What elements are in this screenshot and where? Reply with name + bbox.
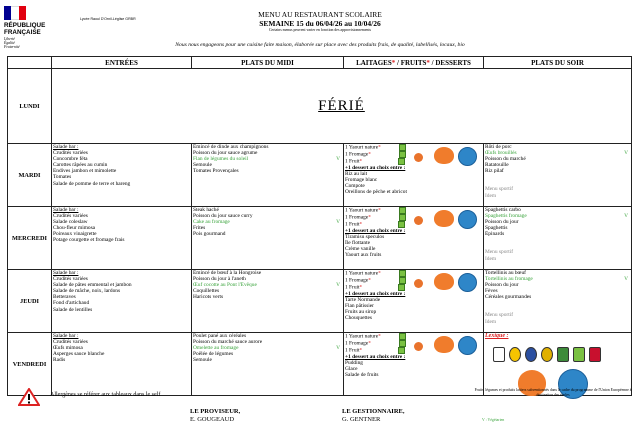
plat-item-vegetarien [193, 156, 342, 162]
day-mardi: MARDI [8, 144, 52, 207]
lait-item-text: 1 Fruit [345, 284, 360, 291]
lait-item-text: 1 Yaourt nature [345, 144, 379, 151]
soir-item: Poisson du jour [485, 219, 519, 226]
col-laitages-label: LAITAGES [356, 58, 392, 67]
sun-label-icon [414, 342, 423, 351]
ferie-label: FÉRIÉ [52, 69, 632, 144]
entree-item: Betteraves [53, 294, 76, 301]
eu-program-note: Fruits, légumes et produits laitiers subventionnés dans le cadre du programme de l'Union Européenne à destination des écoles [474, 388, 632, 397]
sun-label-icon [414, 153, 423, 162]
label-rouge-red-icon [589, 347, 601, 362]
col-laitages [344, 57, 484, 69]
jeudi-laitages [344, 270, 484, 333]
lait-item-text: 1 Fruit [345, 347, 360, 354]
soir-item: Spaghettis carbo [485, 207, 521, 213]
plat-item: Poisson du marché sauce aurore [193, 339, 263, 346]
mardi-soir [484, 144, 632, 207]
gestionnaire-signature [342, 408, 405, 424]
mercredi-entrees [52, 207, 192, 270]
menu-sportif-label: Menu sportif [485, 312, 513, 319]
entree-item: Œufs mimosa [53, 345, 83, 352]
jeudi-midi [192, 270, 344, 333]
leaf-label-icon [398, 158, 405, 165]
soir-item: Céréales gourmandes [485, 294, 532, 301]
plat-item: Haricots verts [193, 294, 224, 301]
vegetarian-legend: V : Végétarien [482, 418, 505, 422]
quality-labels [493, 347, 613, 362]
lait-item-text: 1 Fruit [345, 158, 360, 165]
star-mark: * [359, 221, 363, 228]
mercredi-soir [484, 207, 632, 270]
dessert-item: Tarte Normande [345, 297, 381, 304]
plat-item: Poisson du jour sauce curry [193, 213, 253, 220]
dessert-item: Compote [345, 183, 365, 190]
dessert-item: Tiramisu speculos [345, 234, 385, 241]
proviseur-name: E. GOUGEAUD [190, 416, 235, 423]
dessert-item: Fromage blanc [345, 177, 378, 184]
star-mark: * [359, 347, 363, 354]
day-mercredi: MERCREDI [8, 207, 52, 270]
lait-item-text: 1 Yaourt nature [345, 333, 379, 340]
plat-item: Poêlée de légumes [193, 351, 234, 358]
eu-bio-icon [573, 347, 585, 362]
soir-item: Ratatouille [485, 162, 509, 169]
eu-fruit-apple-icon [434, 210, 454, 227]
star-mark: * [378, 270, 381, 277]
entree-item: Crudités variées [53, 276, 88, 283]
plat-item: Pois gourmand [193, 231, 226, 238]
jeudi-entrees [52, 270, 192, 333]
entree-item: Salade de pâtes emmental et jambon [53, 282, 132, 289]
slash: / [431, 58, 434, 67]
entree-item: Concombre féta [53, 156, 88, 163]
menu-sportif-value: Idem [485, 192, 497, 199]
entree-item: Poireaux vinaigrette [53, 231, 97, 238]
leaf-label-icon [399, 151, 406, 158]
col-fruits-label: FRUITS [400, 58, 427, 67]
star-mark: * [378, 333, 381, 340]
aop-icon [509, 347, 521, 362]
proviseur-title: LE PROVISEUR, [190, 408, 241, 415]
page-footer [0, 384, 640, 442]
star-mark: * [391, 58, 396, 67]
igp-icon [525, 347, 537, 362]
plat-item: Semoule [193, 357, 212, 364]
plat-item-text: Flan de légumes du soleil [193, 156, 249, 163]
soir-item: Rôti de porc [485, 144, 512, 150]
dessert-item: Île flottante [345, 240, 370, 247]
leaf-label-icon [399, 214, 406, 221]
motto-1: Liberté [4, 37, 15, 41]
plat-item-text: Omelette au fromage [193, 345, 239, 352]
leaf-label-icon [398, 347, 405, 354]
leaf-label-icon [399, 144, 406, 151]
warning-icon [18, 388, 40, 406]
leaf-label-icon [398, 221, 405, 228]
sun-label-icon [414, 279, 423, 288]
school-name: Lycée Raoul D'Ornil-Léglise GRBR [80, 17, 136, 21]
star-mark: * [378, 144, 381, 151]
entree-item: Salade bar : [53, 144, 79, 150]
plat-item: Poulet pané aux céréales [193, 333, 247, 339]
soir-item: Poisson du jour [485, 282, 519, 289]
mardi-laitages [344, 144, 484, 207]
col-plats-soir: PLATS DU SOIR [484, 57, 632, 69]
lait-item-text: 1 Fromage [345, 151, 369, 158]
plat-item: Tomates Provençales [193, 168, 239, 175]
menu-sportif-label: Menu sportif [485, 186, 513, 193]
menu-table [7, 56, 632, 396]
row-mercredi [8, 207, 632, 270]
entree-item: Carottes râpées au cumin [53, 162, 108, 169]
lexique-title: Lexique : [485, 333, 509, 339]
sun-label-icon [414, 216, 423, 225]
plat-item: Steak haché [193, 207, 219, 213]
plat-item-text: Œuf cocotte au Pont l'Évêque [193, 282, 257, 289]
day-jeudi: JEUDI [8, 270, 52, 333]
entree-item: Salade de lentilles [53, 306, 93, 313]
mercredi-laitages [344, 207, 484, 270]
menu-sportif-label: Menu sportif [485, 249, 513, 256]
lait-item-text: 1 Yaourt nature [345, 207, 379, 214]
entree-item: Salade de mâche, noix, lardons [53, 288, 121, 295]
menu-subnote: Certains menus peuvent varier en fonction des approvisionnements [269, 28, 371, 32]
menu-title: MENU AU RESTAURANT SCOLAIRE [258, 10, 382, 19]
soir-item-text: Œufs brouillés [485, 150, 517, 157]
soir-item: Tortellinis au bœuf [485, 270, 526, 276]
entree-item: Asperges sauce blanche [53, 351, 105, 358]
menu-sportif-value: Idem [485, 318, 497, 325]
plat-item: Frites [193, 225, 206, 232]
vegetarian-marker: V [624, 150, 628, 157]
plat-item: Poisson du jour à l'aneth [193, 276, 246, 283]
dessert-item: Yaourt aux fruits [345, 252, 382, 259]
col-plats-midi: PLATS DU MIDI [192, 57, 344, 69]
soir-item: Poisson du marché [485, 156, 526, 163]
col-entrees: ENTRÉES [52, 57, 192, 69]
soir-item-text: Tortellinis au fromage [485, 276, 533, 283]
gestionnaire-name: G. GENTNER [342, 416, 381, 423]
eu-school-globe-icon [458, 147, 477, 166]
gestionnaire-title: LE GESTIONNAIRE, [342, 408, 405, 415]
eu-fruit-apple-icon [434, 273, 454, 290]
soir-item: Épinards [485, 231, 505, 238]
proviseur-signature [190, 408, 240, 424]
star-mark: * [378, 207, 381, 214]
leaf-label-icon [399, 333, 406, 340]
soir-item: Spaghettis [485, 225, 508, 232]
lait-item-text: 1 Fruit [345, 221, 360, 228]
dessert-item: Oreillons de pêche et abricot [345, 189, 407, 196]
republique-line1: RÉPUBLIQUE [4, 22, 46, 29]
star-mark: * [368, 214, 371, 221]
vegetarian-marker: V [336, 282, 340, 289]
soir-item-vegetarien [485, 150, 630, 156]
plat-item: Émincé de bœuf à la Hongroise [193, 270, 262, 276]
star-mark: * [368, 340, 371, 347]
menu-sportif-value: Idem [485, 255, 497, 262]
leaf-label-icon [399, 207, 406, 214]
entree-item: Crudités variées [53, 150, 88, 157]
republique-line2: FRANÇAISE [4, 29, 41, 36]
lait-item-text: 1 Fromage [345, 340, 369, 347]
row-mardi [8, 144, 632, 207]
eu-school-globe-icon [458, 210, 477, 229]
dessert-item: Fruits au sirop [345, 309, 377, 316]
page-header [0, 0, 640, 56]
entree-item: Salade bar : [53, 333, 79, 339]
dessert-choice-label: +1 dessert au choix entre : [345, 291, 406, 297]
leaf-label-icon [399, 340, 406, 347]
star-mark: * [368, 277, 371, 284]
entree-item: Tomates [53, 174, 72, 181]
dessert-choice-label: +1 dessert au choix entre : [345, 354, 406, 360]
plat-item: Émincé de dinde aux champignons [193, 144, 269, 150]
plat-item: Poisson du jour sauce agrume [193, 150, 258, 157]
entree-item: Endives jambon et mimolette [53, 168, 117, 175]
dessert-item: Riz au lait [345, 171, 368, 178]
entree-item: Crudités variées [53, 339, 88, 346]
row-jeudi [8, 270, 632, 333]
dessert-item: Crème vanille [345, 246, 376, 253]
vegetarian-marker: V [336, 156, 340, 163]
leaf-label-icon [399, 270, 406, 277]
mercredi-midi [192, 207, 344, 270]
star-mark: * [426, 58, 430, 67]
jeudi-soir [484, 270, 632, 333]
lait-item-text: 1 Fromage [345, 277, 369, 284]
eu-school-globe-icon [458, 273, 477, 292]
engagement-text: Nous nous engageons pour une cuisine faite maison, élaborée sur place avec des produits frais, de qualité, labellisés, locaux, bio [175, 42, 465, 48]
allergen-note: Allergènes se référer aux tableaux dans le self [50, 392, 161, 398]
entree-item: Radis [53, 357, 66, 364]
motto-2: Égalité [4, 41, 15, 46]
dessert-choice-label: +1 dessert au choix entre : [345, 228, 406, 234]
plat-item: Coquillettes [193, 288, 220, 295]
eu-fruit-apple-icon [434, 336, 454, 353]
french-flag-icon [4, 6, 26, 20]
entree-item: Fond d'artichaud [53, 300, 90, 307]
star-mark: * [368, 151, 371, 158]
eu-fruit-apple-icon [434, 147, 454, 164]
ab-bio-icon [557, 347, 569, 362]
label-rouge-icon [493, 347, 505, 362]
header-row [8, 57, 632, 69]
soir-item: Fèves [485, 288, 498, 295]
slash: / [397, 58, 399, 67]
week-title: SEMAINE 15 du 06/04/26 au 10/04/26 [259, 19, 381, 28]
star-mark: * [359, 158, 363, 165]
soir-item-vegetarien [485, 213, 630, 219]
corner-cell [8, 57, 52, 69]
entree-item: Potage courgette et fromage frais [53, 237, 125, 244]
leaf-label-icon [399, 277, 406, 284]
plat-item-text: Cake au fromage [193, 219, 230, 226]
dessert-item: Salade de fruits [345, 372, 379, 379]
entree-item: Chou-fleur mimosa [53, 225, 96, 232]
lait-item-text: 1 Yaourt nature [345, 270, 379, 277]
entree-item: Salade de pomme de terre et hareng [53, 180, 131, 187]
eu-school-globe-icon [458, 336, 477, 355]
entree-item: Salade coleslaw [53, 219, 88, 226]
soir-item-vegetarien [485, 276, 630, 282]
mardi-midi [192, 144, 344, 207]
day-vendredi: VENDREDI [8, 333, 52, 396]
col-desserts-label: DESSERTS [435, 58, 471, 67]
plat-item-vegetarien [193, 219, 342, 225]
vegetarian-marker: V [624, 213, 628, 220]
day-lundi: LUNDI [8, 69, 52, 144]
star-mark: * [359, 284, 363, 291]
soir-item-text: Spaghettis fromage [485, 213, 527, 220]
vegetarian-marker: V [336, 219, 340, 226]
vegetarian-marker: V [624, 276, 628, 283]
mardi-entrees [52, 144, 192, 207]
plat-item-vegetarien [193, 282, 342, 288]
entree-item: Crudités variées [53, 213, 88, 220]
vegetarian-marker: V [336, 345, 340, 352]
motto-3: Fraternité [4, 45, 20, 50]
row-lundi [8, 69, 632, 144]
dessert-item: Chouquettes [345, 315, 372, 322]
entree-item: Salade bar : [53, 207, 79, 213]
dessert-item: Pudding [345, 360, 363, 367]
dessert-item: Flan pâtissier [345, 303, 374, 310]
plat-item-vegetarien [193, 345, 342, 351]
dessert-choice-label: +1 dessert au choix entre : [345, 165, 406, 171]
plat-item: Semoule [193, 162, 212, 169]
soir-item: Riz pilaf [485, 168, 504, 175]
lait-item-text: 1 Fromage [345, 214, 369, 221]
stg-icon [541, 347, 553, 362]
entree-item: Salade bar : [53, 270, 79, 276]
dessert-item: Glace [345, 366, 358, 373]
leaf-label-icon [398, 284, 405, 291]
